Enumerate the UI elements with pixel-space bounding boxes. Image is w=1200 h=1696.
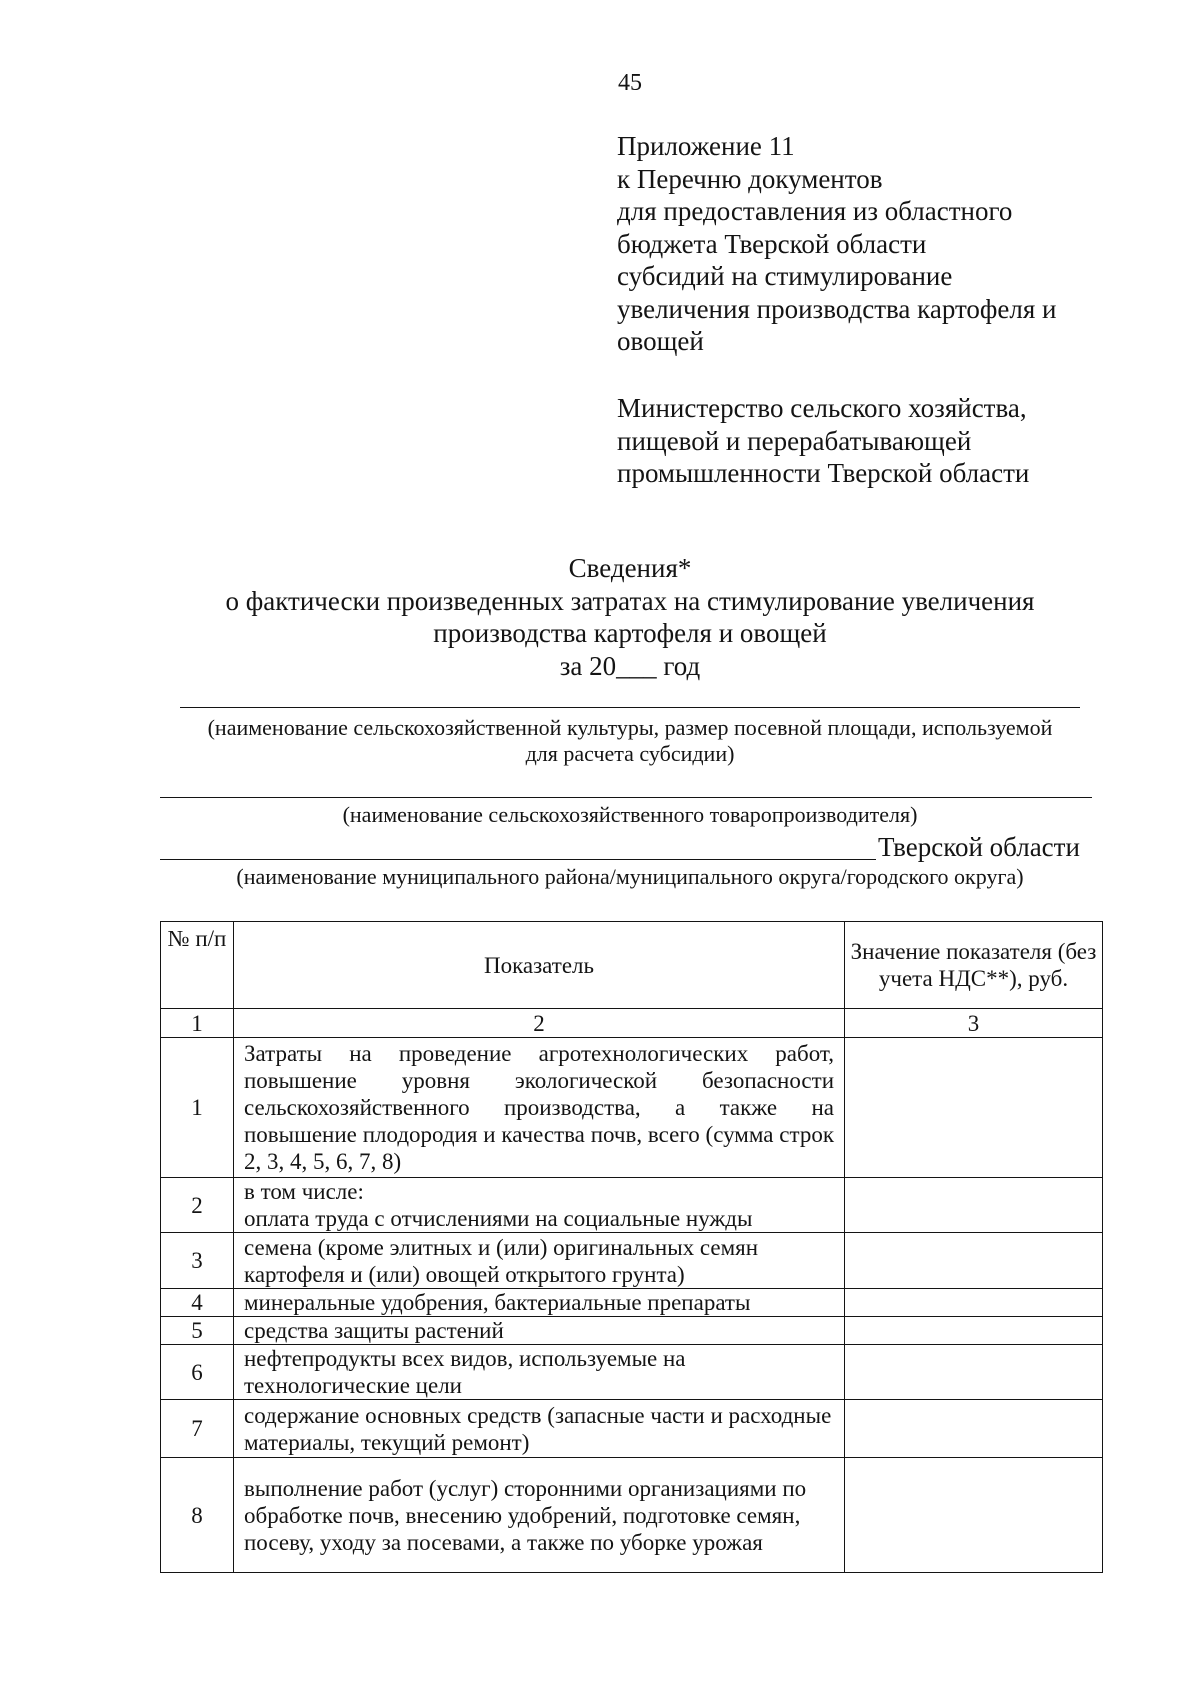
producer-fill-line[interactable] bbox=[160, 797, 1092, 798]
caption-line: (наименование муниципального района/муниципального округа/городского округа) bbox=[236, 864, 1024, 889]
table-row bbox=[161, 1400, 1103, 1458]
crop-fill-line[interactable] bbox=[180, 707, 1080, 708]
producer-caption bbox=[140, 802, 1120, 828]
row-value-cell[interactable] bbox=[845, 1400, 1103, 1458]
row-indicator bbox=[234, 1178, 845, 1233]
title-line: производства картофеля и овощей bbox=[433, 618, 827, 648]
title-year-line: за 20___ год bbox=[559, 650, 701, 681]
appendix-line: к Перечню документов bbox=[617, 163, 883, 194]
table-row bbox=[161, 1458, 1103, 1573]
caption-line: (наименование сельскохозяйственного товаропроизводителя) bbox=[342, 802, 918, 827]
ministry-addressee bbox=[617, 392, 1029, 490]
expenses-table bbox=[160, 921, 1103, 1573]
row-number: 1 bbox=[161, 1038, 234, 1178]
caption-line: (наименование сельскохозяйственной культуры, размер посевной площади, используемой bbox=[207, 715, 1053, 740]
row-indicator: минеральные удобрения, бактериальные препараты bbox=[234, 1289, 845, 1317]
row-value-cell[interactable] bbox=[845, 1178, 1103, 1233]
row-value-cell[interactable] bbox=[845, 1289, 1103, 1317]
row-value-cell[interactable] bbox=[845, 1458, 1103, 1573]
table-row bbox=[161, 1038, 1103, 1178]
table-row bbox=[161, 1178, 1103, 1233]
row-number: 8 bbox=[161, 1458, 234, 1573]
column-number-row bbox=[161, 1009, 1103, 1038]
row-indicator: нефтепродукты всех видов, используемые на технологические цели bbox=[234, 1345, 845, 1400]
table-row bbox=[161, 1233, 1103, 1289]
page-number: 45 bbox=[618, 70, 642, 96]
appendix-line: бюджета Тверской области bbox=[617, 228, 927, 259]
row-number: 2 bbox=[161, 1178, 234, 1233]
row-number: 6 bbox=[161, 1345, 234, 1400]
caption-line: для расчета субсидии) bbox=[525, 741, 735, 766]
title-line: о фактически произведенных затратах на стимулирование увеличения bbox=[225, 585, 1035, 616]
municipality-caption bbox=[140, 864, 1120, 890]
row-indicator: содержание основных средств (запасные части и расходные материалы, текущий ремонт) bbox=[234, 1400, 845, 1458]
table-row bbox=[161, 1289, 1103, 1317]
document-title bbox=[140, 552, 1120, 682]
appendix-line: увеличения производства картофеля и bbox=[617, 293, 1057, 324]
ministry-line: промышленности Тверской области bbox=[617, 458, 1030, 488]
table-row bbox=[161, 1317, 1103, 1345]
municipality-fill-line[interactable] bbox=[160, 859, 876, 860]
header-indicator: Показатель bbox=[234, 922, 845, 1009]
appendix-line: Приложение 11 bbox=[617, 131, 795, 161]
ministry-line: Министерство сельского хозяйства, bbox=[617, 393, 1027, 423]
column-number: 2 bbox=[234, 1009, 845, 1038]
row-indicator-line: оплата труда с отчислениями на социальные нужды bbox=[244, 1206, 753, 1231]
ministry-line: пищевой и перерабатывающей bbox=[617, 425, 972, 456]
row-value-cell[interactable] bbox=[845, 1317, 1103, 1345]
row-value-cell[interactable] bbox=[845, 1345, 1103, 1400]
header-value: Значение показателя (без учета НДС**), руб. bbox=[845, 922, 1103, 1009]
row-indicator-line: в том числе: bbox=[244, 1179, 364, 1204]
table-row bbox=[161, 1345, 1103, 1400]
row-indicator: семена (кроме элитных и (или) оригинальных семян картофеля и (или) овощей открытого грунта) bbox=[234, 1233, 845, 1289]
title-heading: Сведения* bbox=[568, 553, 692, 583]
appendix-line: субсидий на стимулирование bbox=[617, 261, 953, 291]
header-num: № п/п bbox=[161, 922, 234, 1009]
row-indicator: средства защиты растений bbox=[234, 1317, 845, 1345]
row-indicator: Затраты на проведение агротехнологических работ, повышение уровня экологической безопасности сельскохозяйственного производства, а также на повышение плодородия и качества почв, всего (сумма строк 2, 3, 4, 5, 6, 7, 8) bbox=[234, 1038, 845, 1178]
crop-caption bbox=[140, 715, 1120, 767]
appendix-line: овощей bbox=[617, 326, 704, 356]
region-suffix: Тверской области bbox=[878, 832, 1080, 862]
row-number: 4 bbox=[161, 1289, 234, 1317]
appendix-line: для предоставления из областного bbox=[617, 196, 1013, 226]
row-indicator: выполнение работ (услуг) сторонними организациями по обработке почв, внесению удобрений, подготовке семян, посеву, уходу за посевами, а также по уборке урожая bbox=[234, 1458, 845, 1573]
table-header-row bbox=[161, 922, 1103, 1009]
appendix-header bbox=[617, 130, 1056, 358]
column-number: 1 bbox=[161, 1009, 234, 1038]
row-number: 5 bbox=[161, 1317, 234, 1345]
row-number: 3 bbox=[161, 1233, 234, 1289]
column-number: 3 bbox=[845, 1009, 1103, 1038]
row-value-cell[interactable] bbox=[845, 1233, 1103, 1289]
row-number: 7 bbox=[161, 1400, 234, 1458]
row-value-cell[interactable] bbox=[845, 1038, 1103, 1178]
